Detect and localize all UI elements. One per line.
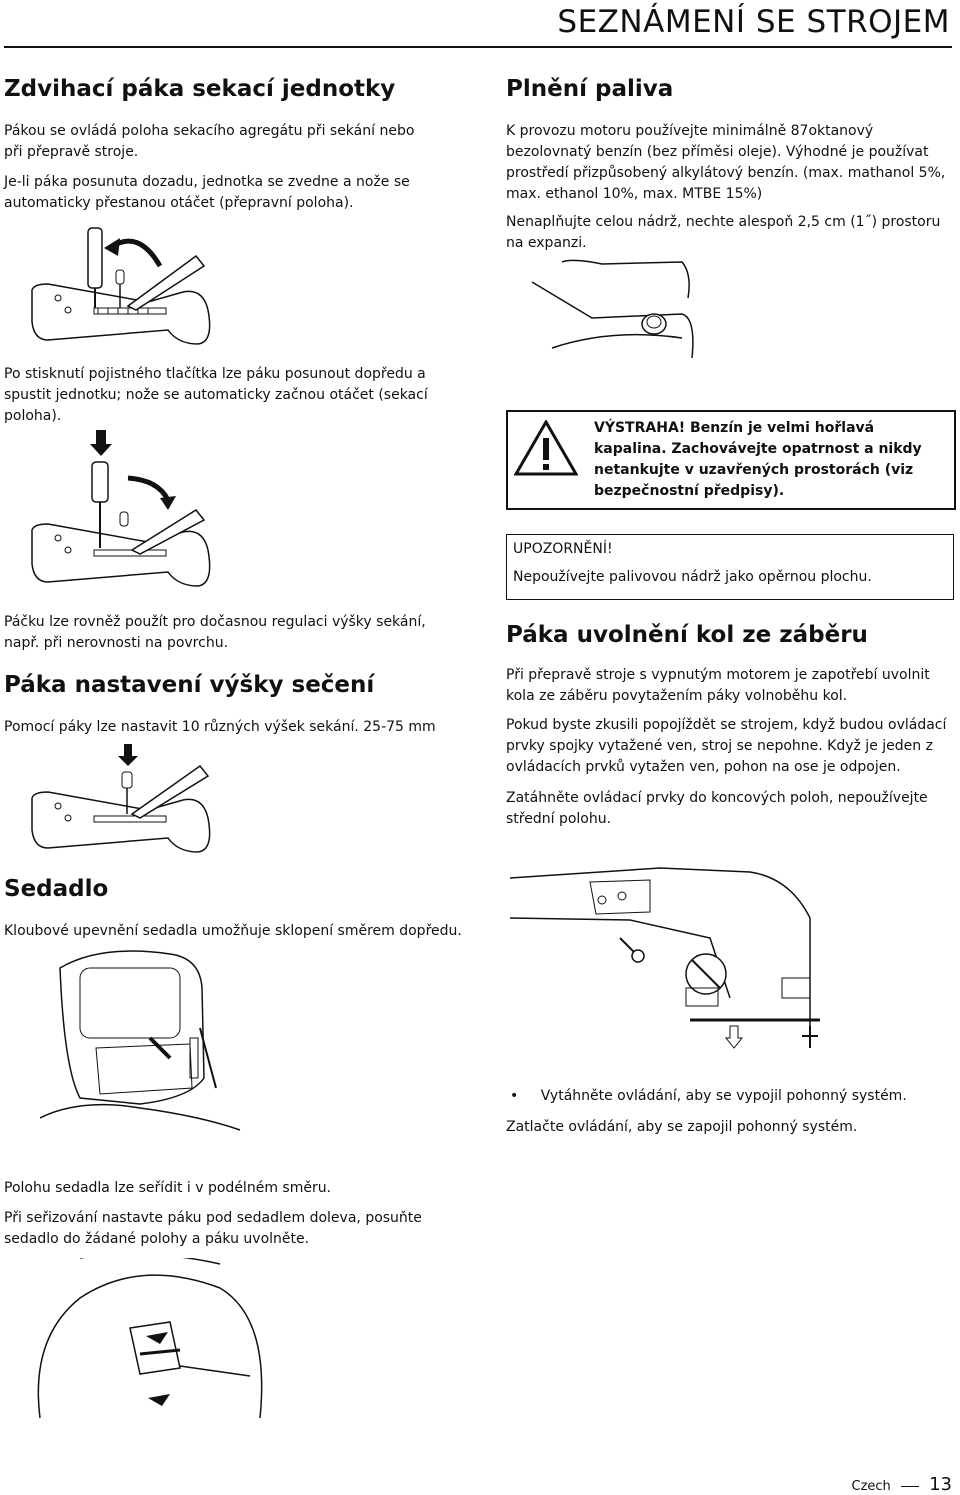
bullet-marker: • <box>510 1088 519 1104</box>
paragraph: Je-li páka posunuta dozadu, jednotka se zvedne a nože se automaticky přestanou otáčet (přepravní poloha). <box>4 174 410 211</box>
paragraph: Pákou se ovládá poloha sekacího agregátu při sekání nebo při přepravě stroje. <box>4 123 415 160</box>
footer-language: Czech <box>851 1479 891 1494</box>
fuel-tank-illustration <box>512 258 702 374</box>
warning-box <box>506 410 956 510</box>
warning-triangle-icon <box>514 420 578 476</box>
paragraph: Při seřizování nastavte páku pod sedadlem doleva, posuňte sedadlo do žádané polohy a páku uvolněte. <box>4 1210 422 1247</box>
note-title: UPOZORNĚNÍ! <box>513 541 613 557</box>
section-title-seat: Sedadlo <box>4 876 109 902</box>
footer-separator <box>901 1486 919 1487</box>
paragraph: Zatáhněte ovládací prvky do koncových poloh, nepoužívejte střední polohu. <box>506 790 928 827</box>
note-text: Nepoužívejte palivovou nádrž jako opěrnou plochu. <box>513 569 872 585</box>
warning-text: VÝSTRAHA! Benzín je velmi hořlavá kapalina. Zachovávejte opatrnost a nikdy netankujte v uzavřených prostorách (viz bezpečnostní předpisy). <box>594 420 922 499</box>
height-lever-illustration <box>28 744 218 854</box>
paragraph: Polohu sedadla lze seřídit i v podélném směru. <box>4 1180 332 1196</box>
page-number: 13 <box>929 1474 952 1495</box>
paragraph: Při přepravě stroje s vypnutým motorem je zapotřebí uvolnit kola ze záběru povytažením páky volnoběhu kol. <box>506 667 930 704</box>
seat-illustration <box>40 948 250 1148</box>
paragraph: Po stisknutí pojistného tlačítka lze páku posunout dopředu a spustit jednotku; nože se automaticky začnou otáčet (sekací poloha). <box>4 366 428 424</box>
paragraph: Páčku lze rovněž použít pro dočasnou regulaci výšky sekání, např. při nerovnosti na povrchu. <box>4 614 426 651</box>
section-title-cutting-height: Páka nastavení výšky sečení <box>4 672 375 698</box>
paragraph: Pokud byste zkusili popojíždět se strojem, když budou ovládací prvky spojky vytažené ven, stroj se nepohne. Když je jeden z ovládacích prvků vytažen ven, pohon na ose je odpojen. <box>506 717 947 775</box>
section-title-refueling: Plnění paliva <box>506 76 674 102</box>
bullet-text: Vytáhněte ovládání, aby se vypojil pohonný systém. <box>540 1088 907 1104</box>
paragraph: Kloubové upevnění sedadla umožňuje sklopení směrem dopředu. <box>4 923 462 939</box>
paragraph: K provozu motoru používejte minimálně 87oktanový bezolovnatý benzín (bez příměsi oleje). Výhodné je používat prostředí přizpůsobený alkylátový benzín. (max. mathanol 5%, max. ethanol 10%, max. MTBE 15%) <box>506 123 946 202</box>
seat-adjust-illustration <box>20 1258 280 1420</box>
lift-lever-transport-illustration <box>28 222 218 347</box>
paragraph: Zatlačte ovládání, aby se zapojil pohonný systém. <box>506 1119 858 1135</box>
page-footer <box>852 1474 952 1495</box>
page-header-title: SEZNÁMENÍ SE STROJEM <box>557 4 950 40</box>
note-box <box>506 534 954 600</box>
freewheel-lever-illustration <box>510 858 830 1064</box>
header-rule <box>4 46 952 48</box>
section-title-wheel-release: Páka uvolnění kol ze záběru <box>506 622 868 648</box>
bullet-item <box>510 1088 950 1104</box>
section-title-lift-lever: Zdvihací páka sekací jednotky <box>4 76 396 102</box>
lift-lever-cutting-illustration <box>28 430 218 590</box>
paragraph: Nenaplňujte celou nádrž, nechte alespoň 2,5 cm (1˝) prostoru na expanzi. <box>506 214 941 251</box>
paragraph: Pomocí páky lze nastavit 10 různých výšek sekání. 25-75 mm <box>4 719 436 735</box>
